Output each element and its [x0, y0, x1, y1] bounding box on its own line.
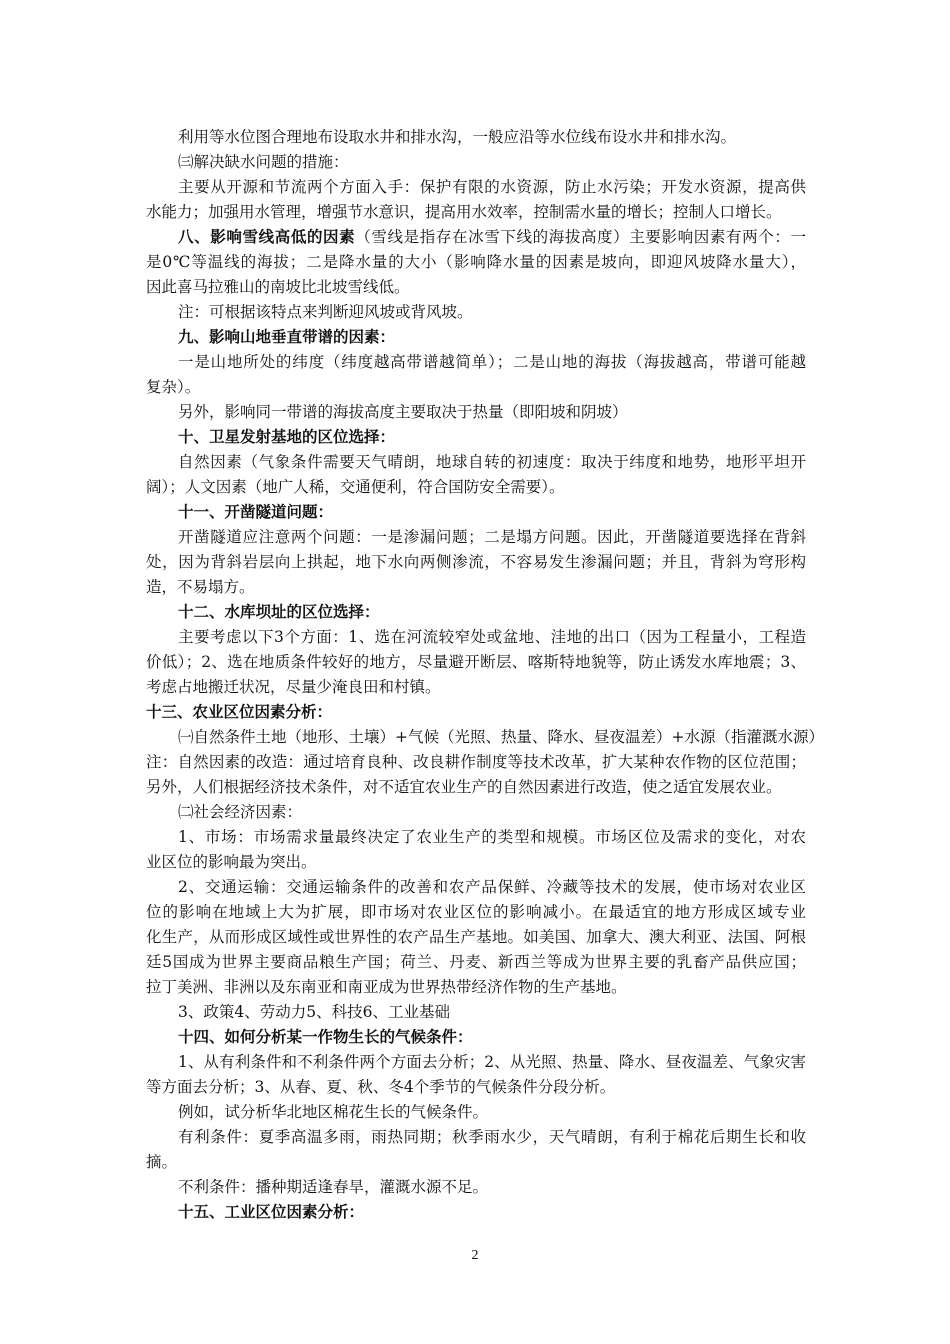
page-number: 2 — [471, 1248, 479, 1263]
text-line: 等方面去分析；3、从春、夏、秋、冬4个季节的气候条件分段分析。 — [146, 1078, 616, 1096]
text-line: 阔）；人文因素（地广人稀，交通便利，符合国防安全需要）。 — [146, 478, 565, 496]
section-heading: 十四、如何分析某一作物生长的气候条件： — [178, 1027, 473, 1046]
text-line: 廷5国成为世界主要商品粮生产国；荷兰、丹麦、新西兰等成为世界主要的乳畜产品供应国； — [146, 953, 806, 971]
text-line: 主要考虑以下3个方面：1、选在河流较窄处或盆地、洼地的出口（因为工程量小，工程造 — [178, 628, 806, 646]
heading-note: （雪线是指存在冰雪下线的海拔高度）主要影响因素有两个：一 — [355, 228, 806, 246]
text-line: 位的影响在地域上大为扩展，即市场对农业区位的影响减小。在最适宜的地方形成区域专业 — [146, 903, 806, 921]
text-line: ㈢解决缺水问题的措施： — [178, 153, 349, 171]
text-line: 因此喜马拉雅山的南坡比北坡雪线低。 — [146, 278, 410, 296]
text-line: 一是山地所处的纬度（纬度越高带谱越简单）；二是山地的海拔（海拔越高，带谱可能越 — [178, 353, 806, 371]
text-line: 自然因素（气象条件需要天气晴朗，地球自转的初速度：取决于纬度和地势，地形平坦开 — [178, 453, 806, 471]
text-line: 主要从开源和节流两个方面入手：保护有限的水资源，防止水污染；开发水资源，提高供 — [178, 178, 806, 196]
text-line: 另外，影响同一带谱的海拔高度主要取决于热量（即阳坡和阴坡） — [178, 403, 628, 421]
text-line: 另外，人们根据经济技术条件，对不适宜农业生产的自然因素进行改造，使之适宜发展农业。 — [146, 778, 782, 796]
text-line: ㈠自然条件土地（地形、土壤）+气候（光照、热量、降水、昼夜温差）+水源（指灌溉水源） — [178, 728, 824, 746]
text-line: 是0℃等温线的海拔；二是降水量的大小（影响降水量的因素是坡向，即迎风坡降水量大）， — [146, 253, 806, 271]
text-line: 价低）；2、选在地质条件较好的地方，尽量避开断层、喀斯特地貌等，防止诱发水库地震；3、 — [146, 653, 806, 671]
text-line: 3、政策4、劳动力5、科技6、工业基础 — [178, 1003, 450, 1021]
text-line: 摘。 — [146, 1153, 178, 1171]
text-line: 1、市场：市场需求量最终决定了农业生产的类型和规模。市场区位及需求的变化，对农 — [178, 828, 806, 846]
text-line: 例如，试分析华北地区棉花生长的气候条件。 — [178, 1103, 489, 1121]
text-line: 化生产，从而形成区域性或世界性的农产品生产基地。如美国、加拿大、澳大利亚、法国、阿根 — [146, 928, 806, 946]
section-heading: 八、影响雪线高低的因素 — [178, 227, 356, 246]
section-heading: 十三、农业区位因素分析： — [146, 702, 333, 721]
section-heading: 九、影响山地垂直带谱的因素： — [178, 327, 396, 346]
text-line: 拉丁美洲、非洲以及东南亚和南亚成为世界热带经济作物的生产基地。 — [146, 978, 627, 996]
section-heading: 十、卫星发射基地的区位选择： — [178, 427, 396, 446]
text-line: 2、交通运输：交通运输条件的改善和农产品保鲜、冷藏等技术的发展，使市场对农业区 — [178, 878, 806, 896]
text-line: 注：自然因素的改造：通过培育良种、改良耕作制度等技术改革，扩大某种农作物的区位范围； — [146, 753, 806, 771]
text-line: 水能力；加强用水管理，增强节水意识，提高用水效率，控制需水量的增长；控制人口增长。 — [146, 203, 782, 221]
section-heading: 十五、工业区位因素分析： — [178, 1202, 365, 1221]
text-line: 处，因为背斜岩层向上拱起，地下水向两侧渗流，不容易发生渗漏问题；并且，背斜为穹形构 — [146, 553, 806, 571]
text-line: 开凿隧道应注意两个问题：一是渗漏问题；二是塌方问题。因此，开凿隧道要选择在背斜 — [178, 528, 806, 546]
section-heading: 十二、水库坝址的区位选择： — [178, 602, 380, 621]
text-line: 注：可根据该特点来判断迎风坡或背风坡。 — [178, 303, 473, 321]
text-line: 考虑占地搬迁状况，尽量少淹良田和村镇。 — [146, 678, 441, 696]
text-line: 1、从有利条件和不利条件两个方面去分析；2、从光照、热量、降水、昼夜温差、气象灾害 — [178, 1053, 806, 1071]
text-line: 业区位的影响最为突出。 — [146, 853, 317, 871]
section-heading: 十一、开凿隧道问题： — [178, 502, 334, 521]
text-line: 利用等水位图合理地布设取水井和排水沟，一般应沿等水位线布设水井和排水沟。 — [178, 128, 737, 146]
text-line: 不利条件：播种期适逢春旱，灌溉水源不足。 — [178, 1178, 489, 1196]
text-line: 复杂）。 — [146, 378, 201, 396]
text-line: 有利条件：夏季高温多雨，雨热同期；秋季雨水少，天气晴朗，有利于棉花后期生长和收 — [178, 1128, 806, 1146]
text-line: ㈡社会经济因素： — [178, 803, 303, 821]
section-heading-line — [178, 226, 806, 248]
text-line: 造，不易塌方。 — [146, 578, 255, 596]
